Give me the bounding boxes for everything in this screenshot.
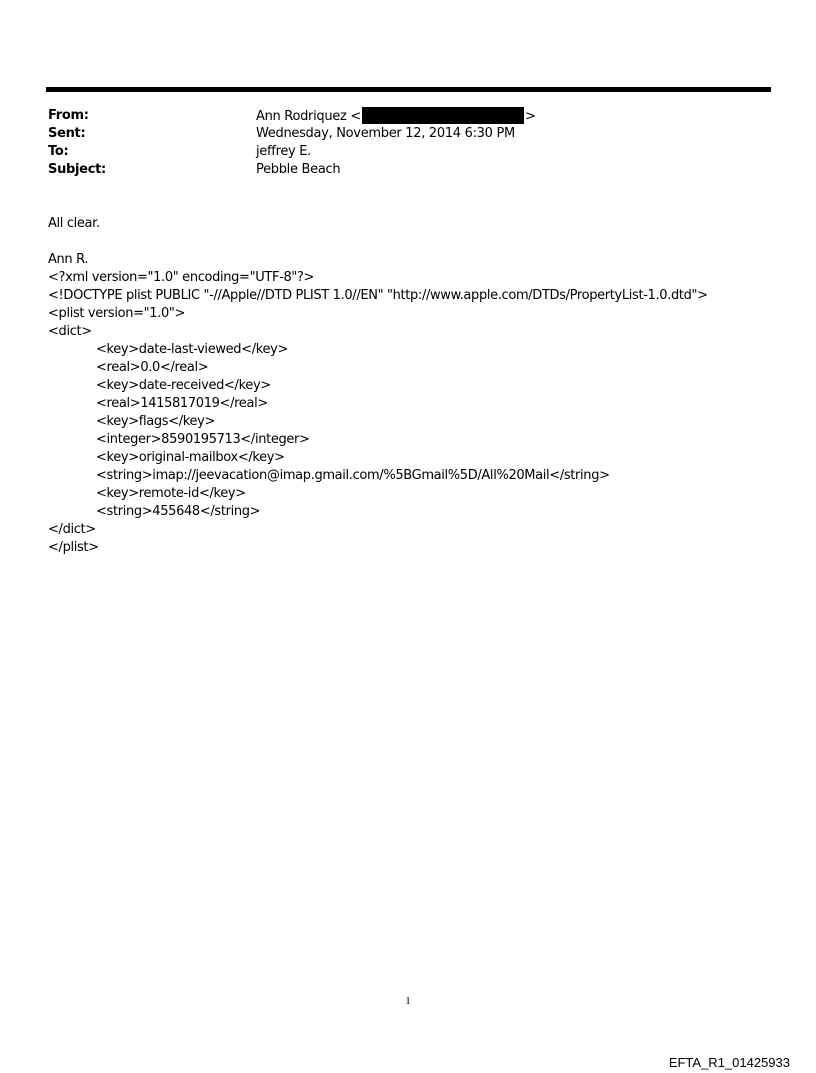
body-line: <real>0.0</real> (96, 360, 209, 375)
from-label: From: (48, 108, 89, 123)
page-number: 1 (405, 995, 411, 1007)
body-line: <key>date-last-viewed</key> (96, 342, 288, 357)
body-line: <integer>8590195713</integer> (96, 432, 310, 447)
header-rule (46, 87, 771, 92)
body-line: <key>flags</key> (96, 414, 216, 429)
bates-number: EFTA_R1_01425933 (668, 1055, 790, 1070)
body-line: <plist version="1.0"> (48, 306, 186, 321)
body-line: <real>1415817019</real> (96, 396, 268, 411)
sent-label: Sent: (48, 126, 86, 141)
body-line: </plist> (48, 540, 99, 555)
subject-label: Subject: (48, 162, 106, 177)
from-name: Ann Rodriquez < (256, 109, 361, 124)
body-line: <key>date-received</key> (96, 378, 271, 393)
body-line: <?xml version="1.0" encoding="UTF-8"?> (48, 270, 315, 285)
body-line: All clear. (48, 216, 100, 231)
body-line: <string>455648</string> (96, 504, 261, 519)
body-line: Ann R. (48, 252, 89, 267)
body-line: <dict> (48, 324, 92, 339)
body-line: <key>original-mailbox</key> (96, 450, 285, 465)
redaction-block (362, 107, 524, 124)
body-line: <string>imap://jeevacation@imap.gmail.com/%5BGmail%5D/All%20Mail</string> (96, 468, 610, 483)
body-line: </dict> (48, 522, 96, 537)
sent-value: Wednesday, November 12, 2014 6:30 PM (256, 126, 515, 141)
body-line: <!DOCTYPE plist PUBLIC "-//Apple//DTD PLIST 1.0//EN" "http://www.apple.com/DTDs/PropertyList-1.0.dtd"> (48, 288, 708, 303)
subject-value: Pebble Beach (256, 162, 341, 177)
to-label: To: (48, 144, 69, 159)
from-suffix: > (524, 109, 536, 124)
to-value: jeffrey E. (256, 144, 311, 159)
body-line: <key>remote-id</key> (96, 486, 246, 501)
from-value (256, 107, 536, 126)
